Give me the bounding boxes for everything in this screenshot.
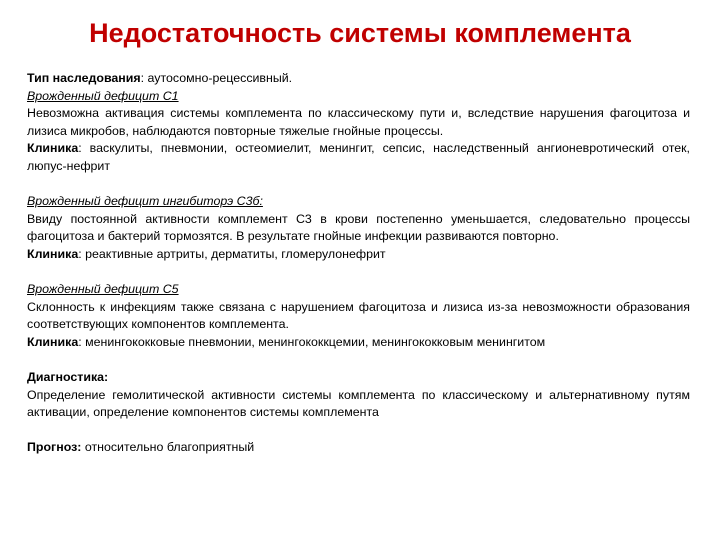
prognosis-text: относительно благоприятный: [81, 440, 255, 455]
page-title: Недостаточность системы комплемента: [89, 18, 631, 48]
inheritance-text: : аутосомно-рецессивный.: [140, 71, 293, 85]
prognosis-line: [27, 439, 690, 457]
c5-text: Склонность к инфекциям также связана с нарушением фагоцитоза и лизиса из-за невозможности образования соответствующих компонентов комплемента.: [27, 299, 690, 332]
inheritance-line: [27, 70, 690, 88]
c1-heading: Врожденный дефицит С1: [27, 88, 179, 103]
c3b-text: Ввиду постоянной активности комплемент С3 в крови постепенно уменьшается, следовательно процессы фагоцитоза и бактерий тормозятся. В результате гнойные инфекции развиваются повторно.: [27, 211, 690, 244]
inheritance-label: Тип наследования: [27, 71, 141, 85]
c1-clinic-label: Клиника: [27, 141, 79, 156]
c3b-clinic-text: : реактивные артриты, дерматиты, гломерулонефрит: [78, 246, 386, 261]
c1-clinic-text: : васкулиты, пневмонии, остеомиелит, менингит, сепсис, наследственный ангионевротический отек, люпус-нефрит: [27, 141, 690, 173]
c5-clinic-label: Клиника: [27, 334, 79, 349]
prognosis-label: Прогноз:: [27, 440, 82, 455]
c5-clinic-text: : менингококковые пневмонии, менингококкцемии, менингококковым менингитом: [78, 334, 546, 349]
diagnostics-label: Диагностика:: [27, 370, 109, 385]
c5-heading: Врожденный дефицит С5: [27, 282, 179, 297]
diagnostics-text: Определение гемолитической активности системы комплемента по классическому и альтернативному путям активации, определение компонентов системы комплемента: [27, 387, 690, 420]
c3b-clinic: [27, 246, 690, 264]
c3b-clinic-label: Клиника: [27, 246, 79, 261]
c3b-heading: Врожденный дефицит ингибиторэ С3б:: [27, 194, 263, 209]
c5-clinic: [27, 334, 690, 352]
c1-text: Невозможна активация системы комплемента по классическому пути и, вследствие нарушения фагоцитоза и лизиса микробов, наблюдаются повторные тяжелые гнойные процессы.: [27, 106, 690, 138]
document-body: [27, 70, 690, 457]
c1-clinic: [27, 140, 690, 175]
